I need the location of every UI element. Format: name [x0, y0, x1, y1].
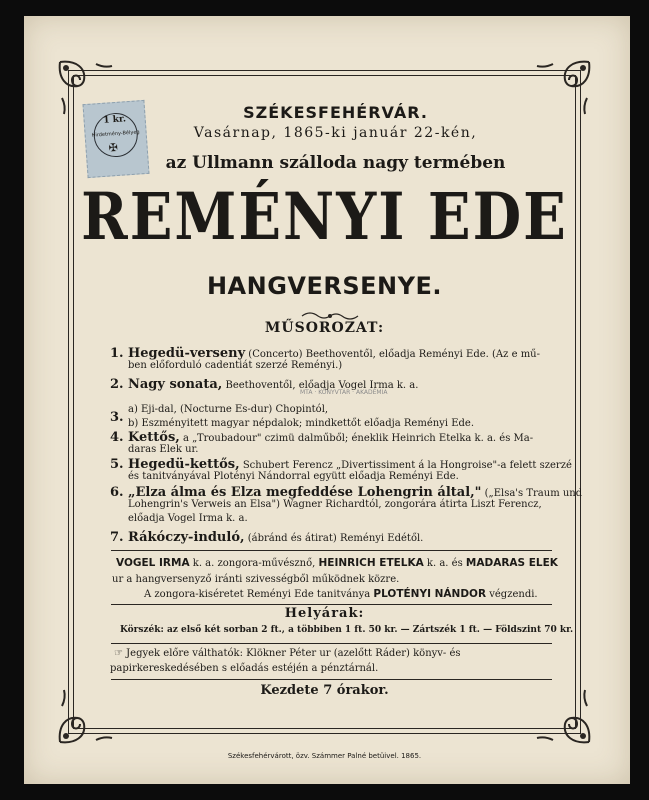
flourish-ornament-icon	[300, 307, 360, 319]
program-item-number: 2.	[110, 377, 124, 392]
program-item-line: előadja Vogel Irma k. a.	[128, 513, 248, 524]
divider	[111, 643, 552, 644]
printer-imprint: Székesfehérvárott, özv. Számmer Palné betüivel. 1865.	[227, 752, 422, 760]
tickets-line-1: ☞ Jegyek előre válthatók: Klökner Péter ur (azelőtt Ráder) könyv- és	[114, 648, 461, 659]
program-item-number: 5.	[110, 457, 124, 472]
program-item-line: és tanitványával Plotényi Nándorral együtt előadja Reményi Ede.	[128, 471, 459, 482]
event-date: Vasárnap, 1865-ki január 22-kén,	[193, 125, 478, 141]
prices-title: Helyárak:	[284, 606, 365, 621]
program-item-line: a) Eji-dal, (Nocturne Es-dur) Chopintól,	[128, 404, 329, 415]
program-item-number: 1.	[110, 346, 124, 361]
program-item-number: 4.	[110, 430, 124, 445]
program-item-line: „Elza álma és Elza megfeddése Lohengrin által," („Elsa's Traum und	[128, 485, 583, 500]
prices-text: Körszék: az első két sorban 2 ft., a többiben 1 ft. 50 kr. — Zártszék 1 ft. — Földszint 70 kr.	[120, 625, 574, 635]
program-item-line: Kettős, a „Troubadour" czimü dalműből; éneklik Heinrich Etelka k. a. és Ma-	[128, 430, 534, 445]
program-item-number: 3.	[110, 410, 124, 425]
divider	[111, 550, 552, 551]
program-item-number: 7.	[110, 530, 124, 545]
program-item-line: daras Elek ur.	[128, 444, 199, 455]
city-heading: SZÉKESFEHÉRVÁR.	[243, 103, 428, 122]
artist-name: REMÉNYI EDE	[81, 179, 568, 255]
program-item-number: 6.	[110, 485, 124, 500]
program-item-line: ben előforduló cadentiát szerzé Reményi.)	[128, 360, 343, 371]
revenue-stamp: 1 kr. Hirdetmény-Bélyeg ✠	[82, 100, 149, 178]
performers-line-1: VOGEL IRMA k. a. zongora-művésznő, HEINRICH ETELKA k. a. és MADARAS ELEK	[116, 557, 558, 569]
start-time: Kezdete 7 órakor.	[260, 683, 389, 698]
program-item-line: Hegedü-verseny (Concerto) Beethoventől, előadja Reményi Ede. (Az e mű-	[128, 346, 541, 361]
performers-line-2: ur a hangversenyző iránti szivességből működnek közre.	[112, 574, 400, 585]
tickets-line-2: papirkereskedésében s előadás estéjén a pénztárnál.	[110, 663, 379, 674]
venue-line: az Ullmann szálloda nagy termében	[165, 153, 506, 173]
divider	[111, 679, 552, 680]
divider	[111, 604, 552, 605]
program-item-line: Hegedü-kettős, Schubert Ferencz „Divertissiment á la Hongroise"-a felett szerzé	[128, 457, 572, 472]
program-item-line: Lohengrin's Verweis an Elsa") Wagner Richardtól, zongorára átirta Liszt Ferencz,	[128, 499, 542, 510]
event-title: HANGVERSENYE.	[206, 272, 443, 300]
performers-line-3: A zongora-kiséretet Reményi Ede tanitványa PLOTÉNYI NÁNDOR végzendi.	[144, 588, 538, 600]
program-title: MŰSOROZAT:	[264, 320, 385, 336]
program-item-line: b) Eszményitett magyar népdalok; mindkettőt előadja Reményi Ede.	[128, 418, 474, 429]
library-watermark: MTA · KÖNYVTÁR · AKADÉMIA	[300, 389, 388, 396]
program-item-line: Nagy sonata, Beethoventől, előadja Vogel Irma k. a.	[128, 377, 419, 392]
program-item-line: Rákóczy-induló, (ábránd és átirat) Reményi Edétől.	[128, 530, 424, 545]
eagle-icon: ✠	[108, 140, 119, 155]
